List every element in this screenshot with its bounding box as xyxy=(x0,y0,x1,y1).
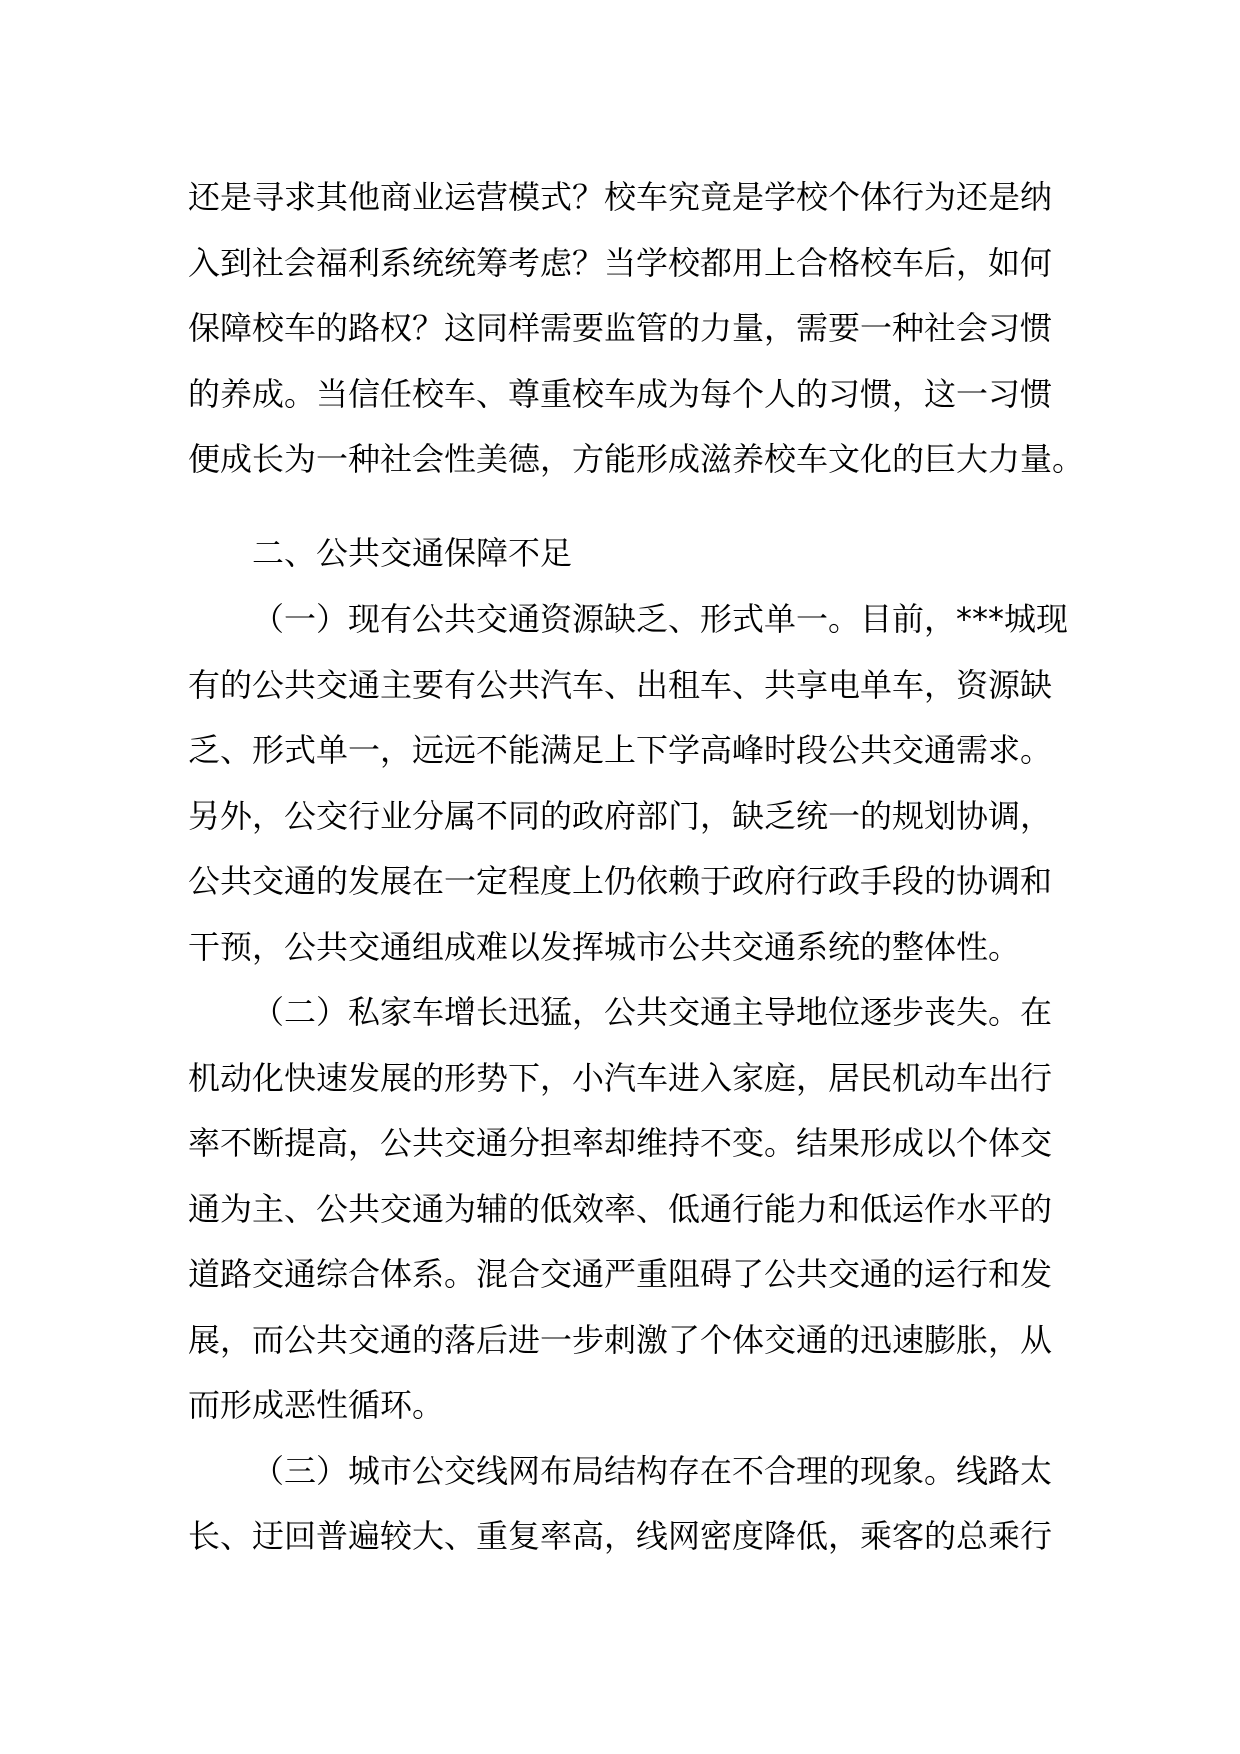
paragraph-1 xyxy=(188,587,1068,980)
text-line: 长、迂回普遍较大、重复率高，线网密度降低，乘客的总乘行 xyxy=(188,1517,1053,1555)
text-line: 乏、形式单一，远远不能满足上下学高峰时段公共交通需求。 xyxy=(188,731,1053,769)
text-line: 通为主、公共交通为辅的低效率、低通行能力和低运作水平的 xyxy=(188,1189,1053,1228)
section-heading-block xyxy=(188,521,1068,587)
text-line: 保障校车的路权？这同样需要监管的力量，需要一种社会习惯 xyxy=(188,309,1053,347)
text-line: 率不断提高，公共交通分担率却维持不变。结果形成以个体交 xyxy=(188,1124,1053,1162)
text-line: 道路交通综合体系。混合交通严重阻碍了公共交通的运行和发 xyxy=(188,1255,1053,1293)
text-line: 有的公共交通主要有公共汽车、出租车、共享电单车，资源缺 xyxy=(188,665,1053,704)
text-line: 干预，公共交通组成难以发挥城市公共交通系统的整体性。 xyxy=(188,927,1021,966)
text-line: 而形成恶性循环。 xyxy=(188,1386,445,1424)
section-body xyxy=(188,587,1068,1570)
text-line: 还是寻求其他商业运营模式？校车究竟是学校个体行为还是纳 xyxy=(188,178,1053,216)
text-line: 入到社会福利系统统筹考虑？当学校都用上合格校车后，如何 xyxy=(188,243,1053,282)
text-line: （一）现有公共交通资源缺乏、形式单一。目前，***城现 xyxy=(252,600,1069,638)
text-line: 另外，公交行业分属不同的政府部门，缺乏统一的规划协调， xyxy=(188,796,1053,835)
text-line: 便成长为一种社会性美德，方能形成滋养校车文化的巨大力量。 xyxy=(188,440,1085,478)
text-line: （二）私家车增长迅猛，公共交通主导地位逐步丧失。在 xyxy=(252,993,1053,1031)
paragraph-3 xyxy=(188,1439,1068,1570)
text-line: （三）城市公交线网布局结构存在不合理的现象。线路太 xyxy=(252,1451,1053,1490)
text-line: 的养成。当信任校车、尊重校车成为每个人的习惯，这一习惯 xyxy=(188,374,1053,413)
text-line: 公共交通的发展在一定程度上仍依赖于政府行政手段的协调和 xyxy=(188,862,1053,900)
paragraph-2 xyxy=(188,980,1068,1439)
text-line: 展，而公共交通的落后进一步刺激了个体交通的迅速膨胀，从 xyxy=(188,1320,1053,1359)
section-heading: 二、公共交通保障不足 xyxy=(252,534,573,572)
text-line: 机动化快速发展的形势下，小汽车进入家庭，居民机动车出行 xyxy=(188,1058,1053,1097)
intro-paragraph xyxy=(188,165,1085,493)
